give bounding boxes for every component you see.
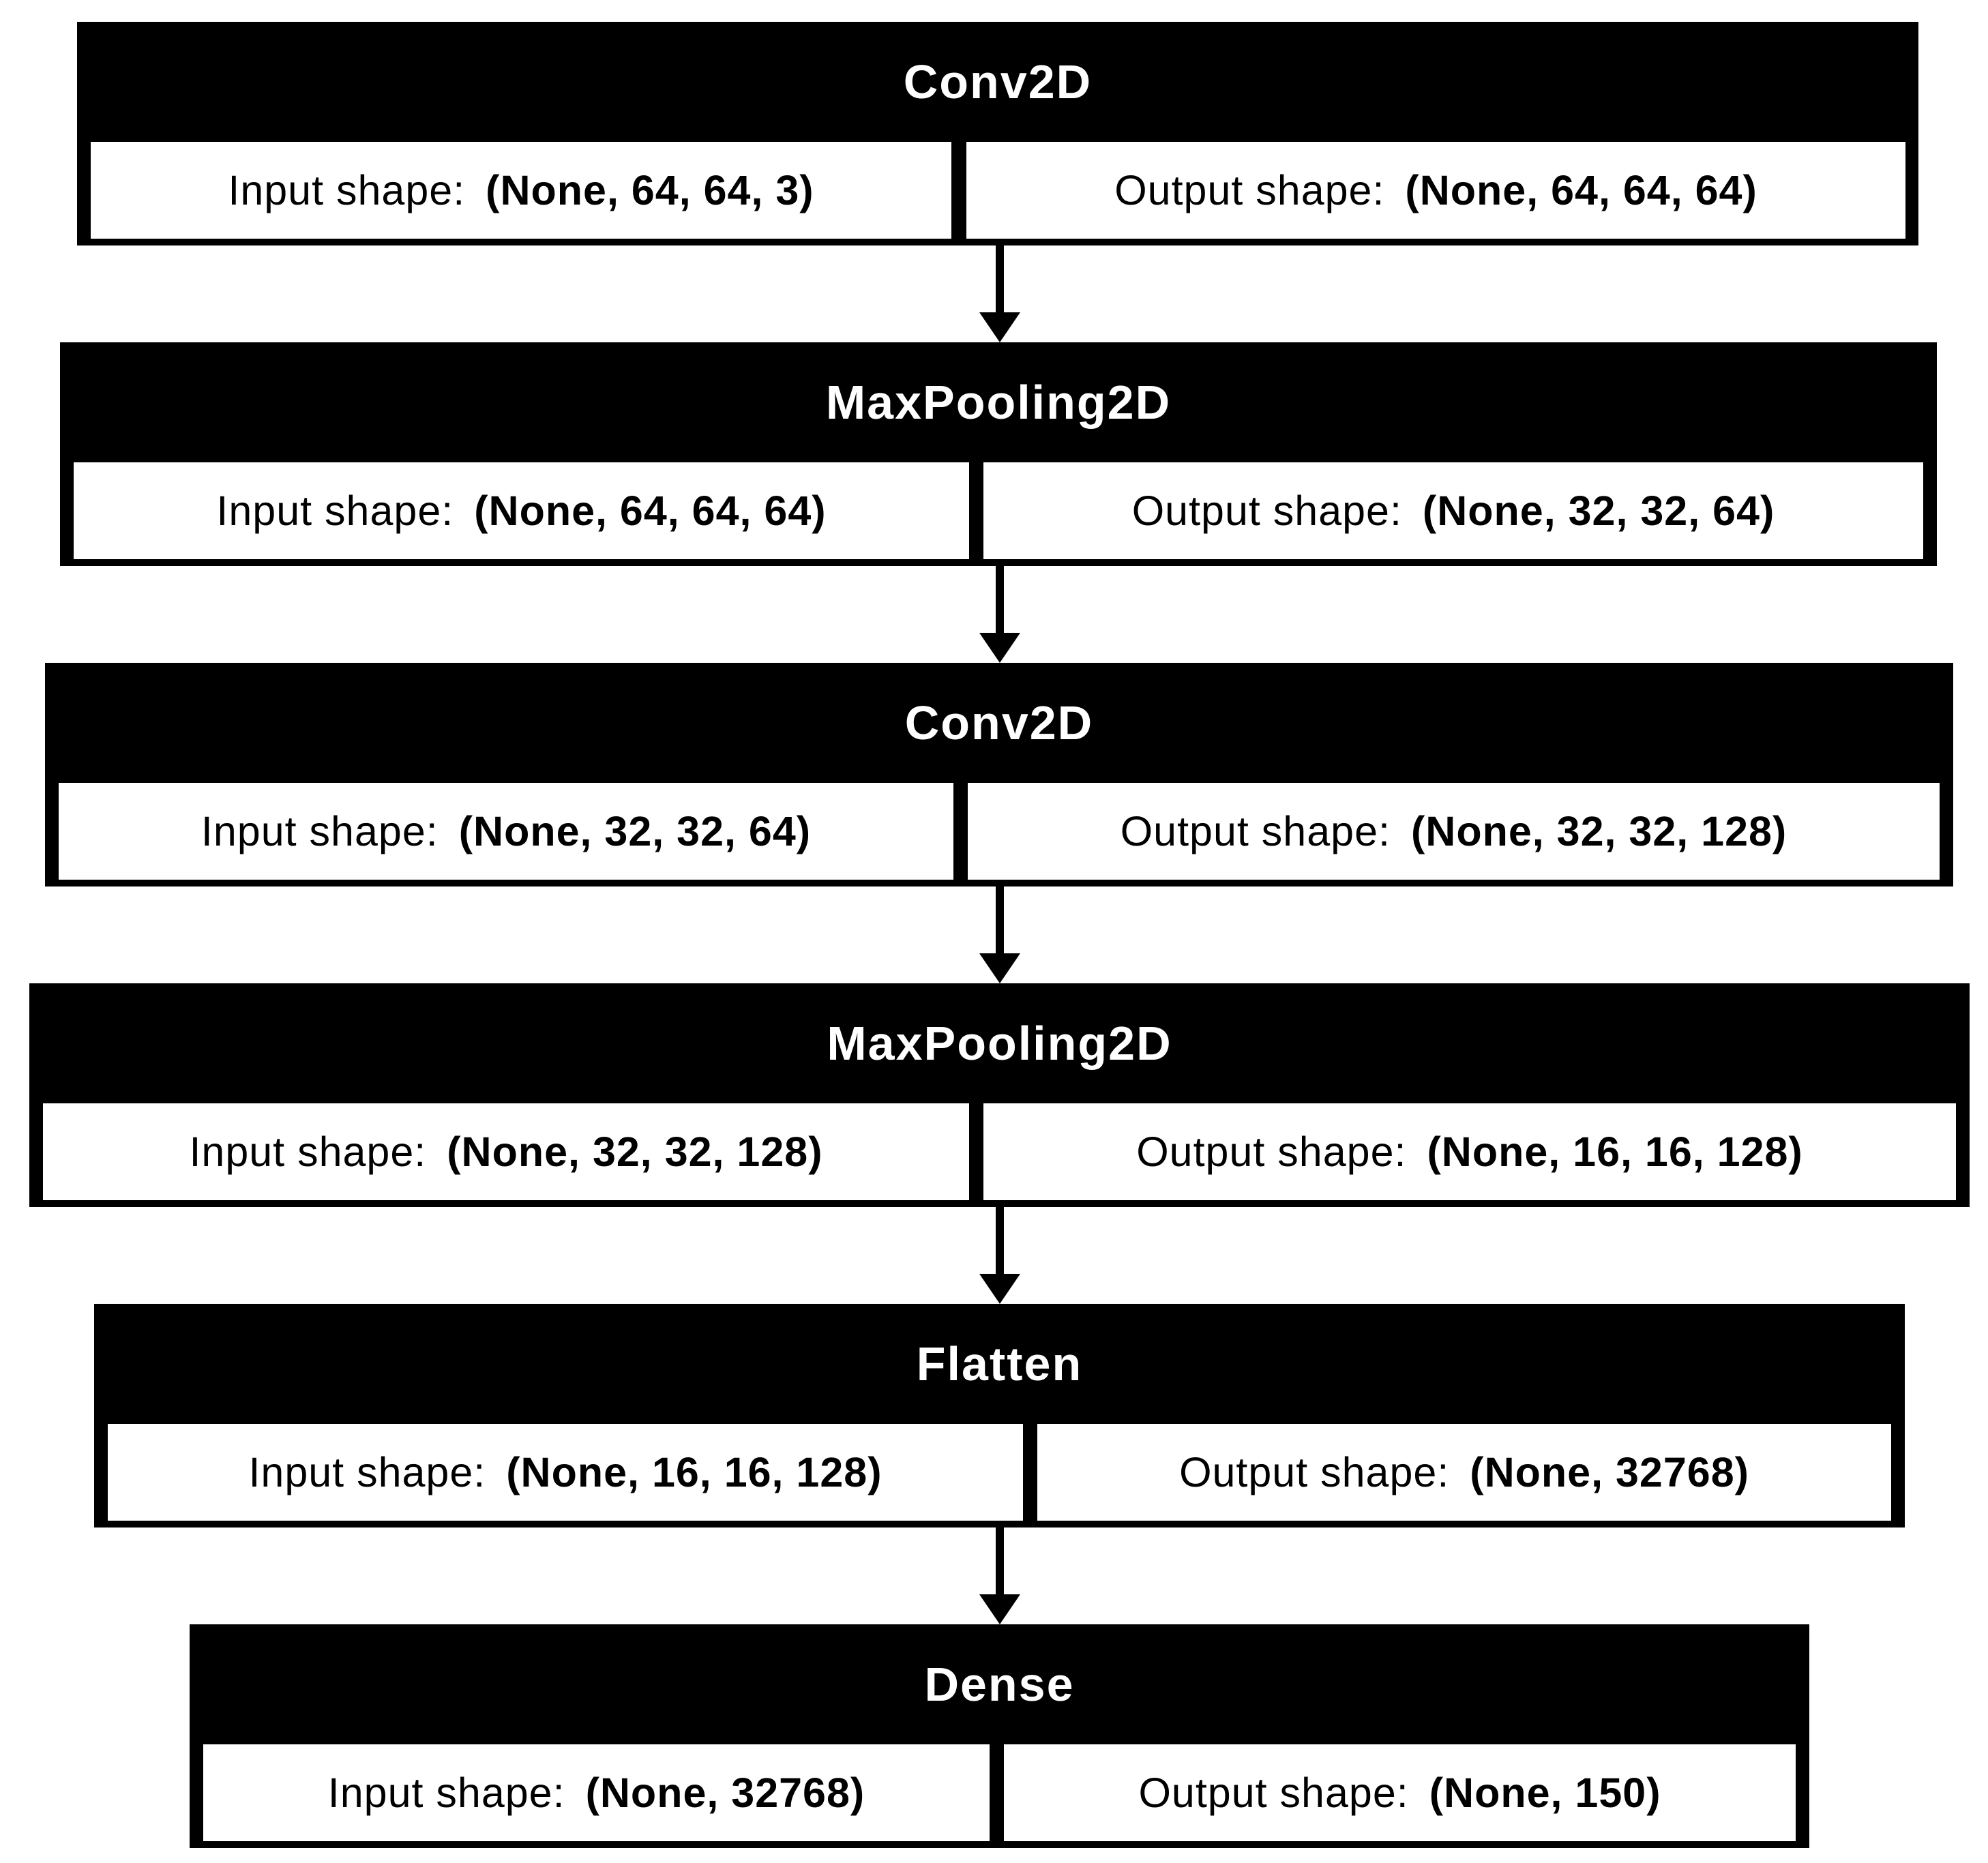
input-shape-value: (None, 32, 32, 128)	[447, 1129, 823, 1175]
layer-node-conv2d-1	[77, 22, 1918, 245]
input-shape-cell	[203, 1744, 990, 1841]
input-shape-cell	[43, 1103, 969, 1200]
layer-title: MaxPooling2D	[825, 376, 1172, 429]
input-shape-value: (None, 64, 64, 3)	[486, 167, 814, 213]
output-shape-value: (None, 32, 32, 64)	[1422, 488, 1775, 534]
arrow-down-icon	[979, 633, 1020, 663]
output-shape-value: (None, 32, 32, 128)	[1410, 808, 1787, 854]
output-shape-label: Output shape:	[1131, 488, 1402, 534]
output-shape-label: Output shape:	[1114, 167, 1385, 213]
output-shape-label: Output shape:	[1120, 808, 1391, 854]
input-shape-label: Input shape:	[201, 808, 439, 854]
input-shape-value: (None, 32768)	[585, 1770, 865, 1816]
output-shape-label: Output shape:	[1179, 1449, 1450, 1495]
edge-line	[996, 245, 1004, 314]
input-shape-label: Input shape:	[327, 1770, 565, 1816]
layer-title: Conv2D	[904, 696, 1094, 749]
input-shape-value: (None, 16, 16, 128)	[506, 1449, 882, 1495]
layer-node-maxpooling2d-1	[60, 342, 1937, 566]
input-shape-label: Input shape:	[216, 488, 454, 534]
output-shape-cell	[1004, 1744, 1796, 1841]
output-shape-cell	[968, 783, 1940, 880]
layer-node-maxpooling2d-2	[29, 983, 1970, 1207]
layer-title: Dense	[924, 1658, 1075, 1711]
input-shape-cell	[59, 783, 953, 880]
output-shape-cell	[983, 462, 1923, 559]
arrow-down-icon	[979, 1274, 1020, 1304]
arrow-down-icon	[979, 312, 1020, 342]
output-shape-value: (None, 150)	[1429, 1770, 1661, 1816]
edge-line	[996, 1207, 1004, 1275]
edge-line	[996, 886, 1004, 955]
edge-line	[996, 1527, 1004, 1596]
input-shape-label: Input shape:	[228, 167, 466, 213]
input-shape-label: Input shape:	[248, 1449, 486, 1495]
input-shape-cell	[91, 142, 951, 239]
arrow-down-icon	[979, 953, 1020, 983]
input-shape-value: (None, 32, 32, 64)	[458, 808, 812, 854]
layer-title: Conv2D	[903, 55, 1093, 108]
edge-line	[996, 566, 1004, 634]
output-shape-label: Output shape:	[1138, 1770, 1409, 1816]
output-shape-label: Output shape:	[1136, 1129, 1407, 1175]
output-shape-cell	[1037, 1424, 1891, 1521]
output-shape-cell	[966, 142, 1905, 239]
input-shape-label: Input shape:	[189, 1129, 427, 1175]
input-shape-value: (None, 64, 64, 64)	[474, 488, 827, 534]
output-shape-value: (None, 64, 64, 64)	[1405, 167, 1757, 213]
layer-node-conv2d-2	[45, 663, 1953, 886]
layer-title: MaxPooling2D	[827, 1017, 1172, 1070]
output-shape-value: (None, 32768)	[1470, 1449, 1749, 1495]
input-shape-cell	[74, 462, 969, 559]
output-shape-value: (None, 16, 16, 128)	[1427, 1129, 1803, 1175]
output-shape-cell	[983, 1103, 1956, 1200]
arrow-down-icon	[979, 1594, 1020, 1624]
layer-title: Flatten	[916, 1337, 1083, 1390]
layer-node-flatten	[94, 1304, 1905, 1527]
input-shape-cell	[108, 1424, 1023, 1521]
layer-node-dense	[190, 1624, 1809, 1848]
